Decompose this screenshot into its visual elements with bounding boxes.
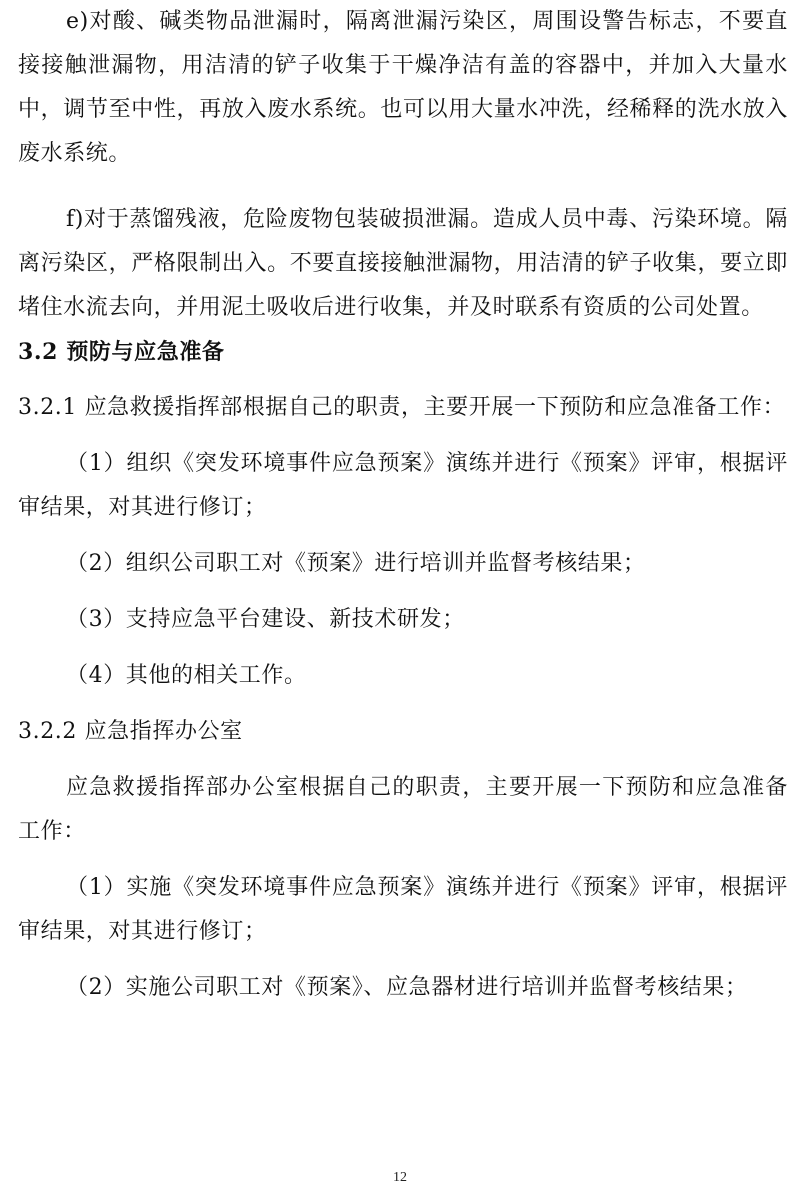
list-item-3-2-1-4: （4）其他的相关工作。 (66, 663, 307, 688)
section-3-2-2-intro: 应急救援指挥部办公室根据自己的职责，主要开展一下预防和应急准备工作： (18, 775, 788, 844)
page-number: 12 (393, 1170, 407, 1185)
list-item-3-2-2-2: （2）实施公司职工对《预案》、应急器材进行培训并监督考核结果； (66, 975, 748, 1000)
list-item-3-2-1-3: （3）支持应急平台建设、新技术研发； (66, 607, 465, 632)
document-page (18, 0, 788, 1010)
list-item-3-2-1-2: （2）组织公司职工对《预案》进行培训并监督考核结果； (66, 551, 646, 576)
section-heading-3-2: 3.2 预防与应急准备 (18, 339, 225, 365)
list-item-3-2-1-1: （1）组织《突发环境事件应急预案》演练并进行《预案》评审，根据评审结果，对其进行修订； (18, 451, 788, 520)
section-3-2-2-title: 3.2.2 应急指挥办公室 (18, 719, 243, 744)
paragraph-e: e)对酸、碱类物品泄漏时，隔离泄漏污染区，周围设警告标志，不要直接接触泄漏物，用洁清的铲子收集于干燥净洁有盖的容器中，并加入大量水中，调节至中性，再放入废水系统。也可以用大量水冲洗，经稀释的洗水放入废水系统。 (18, 9, 788, 166)
list-item-3-2-2-1: （1）实施《突发环境事件应急预案》演练并进行《预案》评审，根据评审结果，对其进行修订； (18, 875, 788, 944)
paragraph-f: f)对于蒸馏残液，危险废物包装破损泄漏。造成人员中毒、污染环境。隔离污染区，严格限制出入。不要直接接触泄漏物，用洁清的铲子收集，要立即堵住水流去向，并用泥土吸收后进行收集，并及时联系有资质的公司处置。 (18, 207, 788, 320)
section-3-2-1-title: 3.2.1 应急救援指挥部根据自己的职责，主要开展一下预防和应急准备工作： (18, 395, 786, 420)
